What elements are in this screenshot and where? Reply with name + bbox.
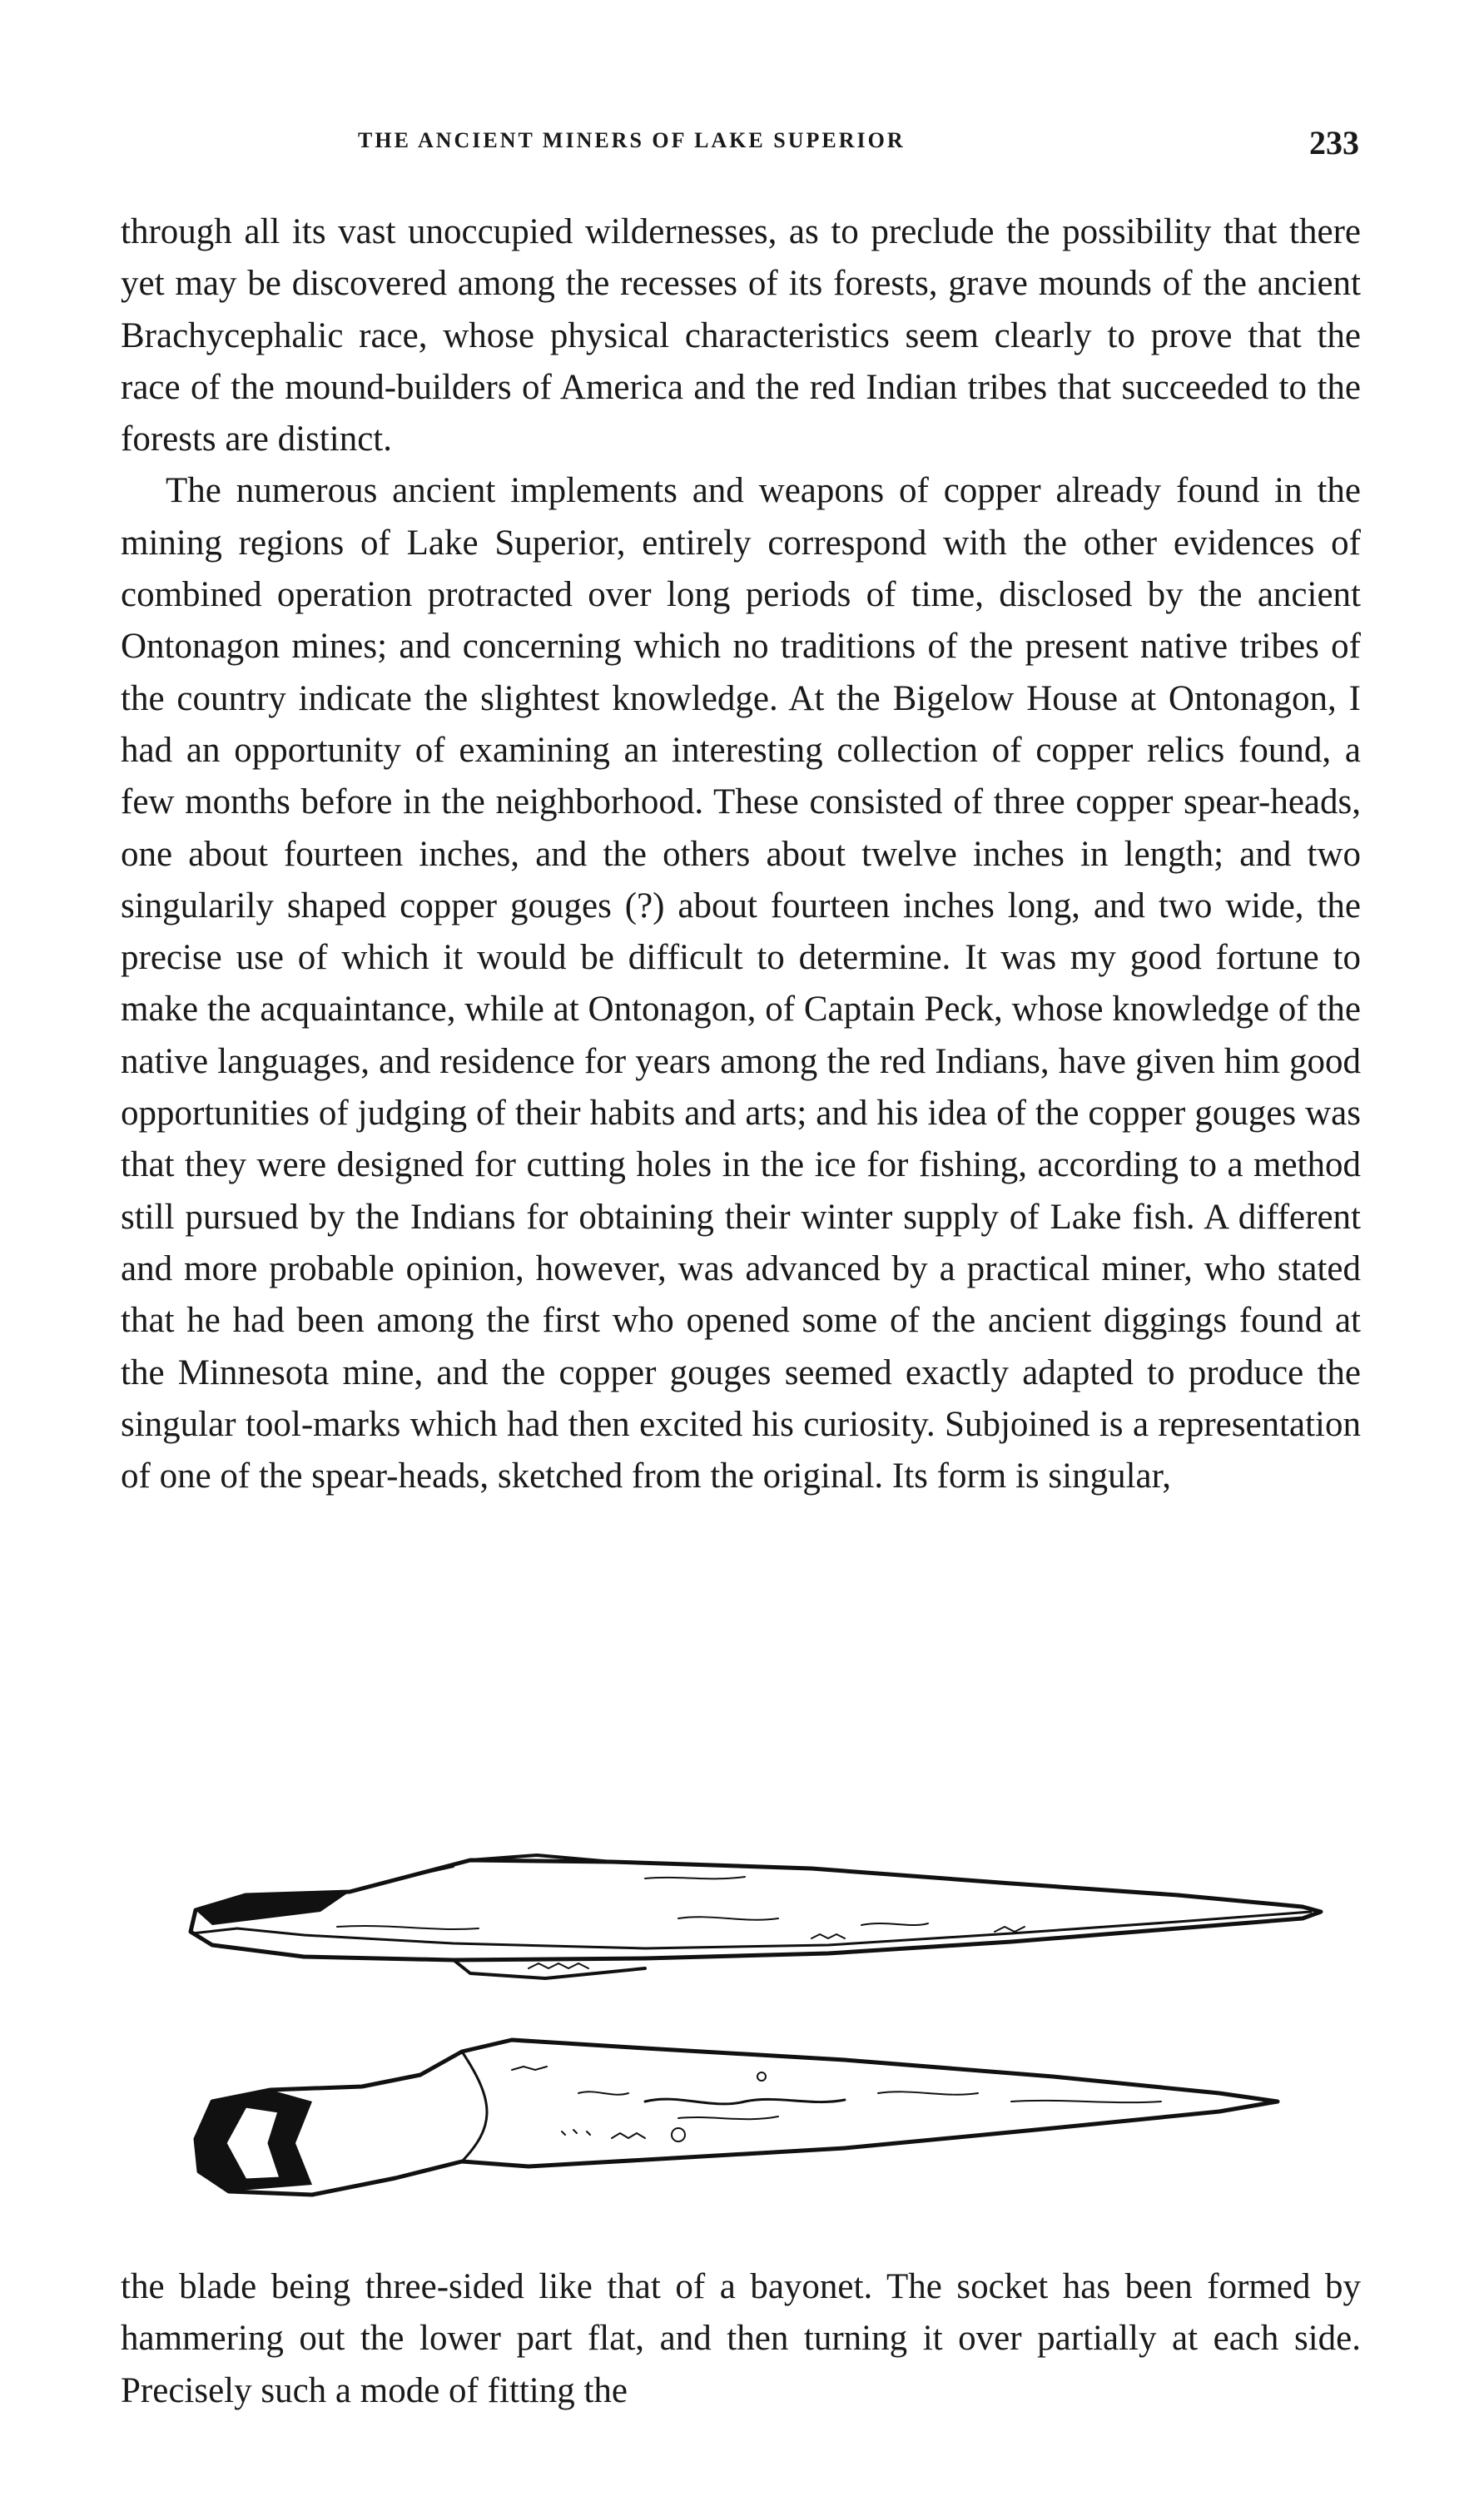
running-head	[125, 123, 1359, 173]
spear-head-side-view	[191, 1855, 1321, 1978]
copper-spear-head-icon	[179, 1852, 1328, 2218]
paragraph-1: through all its vast unoccupied wildernesses, as to preclude the possibility that there yet may be discovered among the recesses of its forests, grave mounds of the ancient Brachycephalic race, whose physical characteristics seem clearly to prove that the race of the mound-builders of America and the red Indian tribes that succeeded to the forests are distinct.	[121, 212, 1361, 459]
spear-head-figure	[179, 1852, 1328, 2218]
body-text-upper	[121, 206, 1361, 1502]
page-number: 233	[1309, 124, 1359, 161]
paragraph-2: The numerous ancient implements and weapons of copper already found in the mining regions of Lake Superior, entirely correspond with the other evidences of combined operation protracted over long periods of time, disclosed by the ancient Ontonagon mines; and concerning which no traditions of the present native tribes of the country indicate the slightest knowledge. At the Bigelow House at Ontonagon, I had an opportunity of examining an interesting collection of copper relics found, a few months before in the neighborhood. These consisted of three copper spear-heads, one about fourteen inches, and the others about twelve inches in length; and two singularily shaped copper gouges (?) about fourteen inches long, and two wide, the precise use of which it would be difficult to determine. It was my good fortune to make the acquaintance, while at Ontonagon, of Captain Peck, whose knowledge of the native languages, and residence for years among the red Indians, have given him good opportunities of judging of their habits and arts; and his idea of the copper gouges was that they were designed for cutting holes in the ice for fishing, according to a method still pursued by the Indians for obtaining their winter supply of Lake fish. A different and more probable opinion, however, was advanced by a practical miner, who stated that he had been among the first who opened some of the ancient diggings found at the Minnesota mine, and the copper gouges seemed exactly adapted to produce the singular tool-marks which had then excited his curiosity. Subjoined is a representation of one of the spear-heads, sketched from the original. Its form is singular,	[121, 471, 1361, 1496]
spear-head-top-view	[196, 2040, 1278, 2195]
running-title: THE ANCIENT MINERS OF LAKE SUPERIOR	[358, 128, 906, 152]
body-text-lower	[121, 2261, 1361, 2417]
paragraph-3: the blade being three-sided like that of a bayonet. The socket has been formed by hammering out the lower part flat, and then turning it over partially at each side. Precisely such a mode of fitting the	[121, 2267, 1361, 2410]
